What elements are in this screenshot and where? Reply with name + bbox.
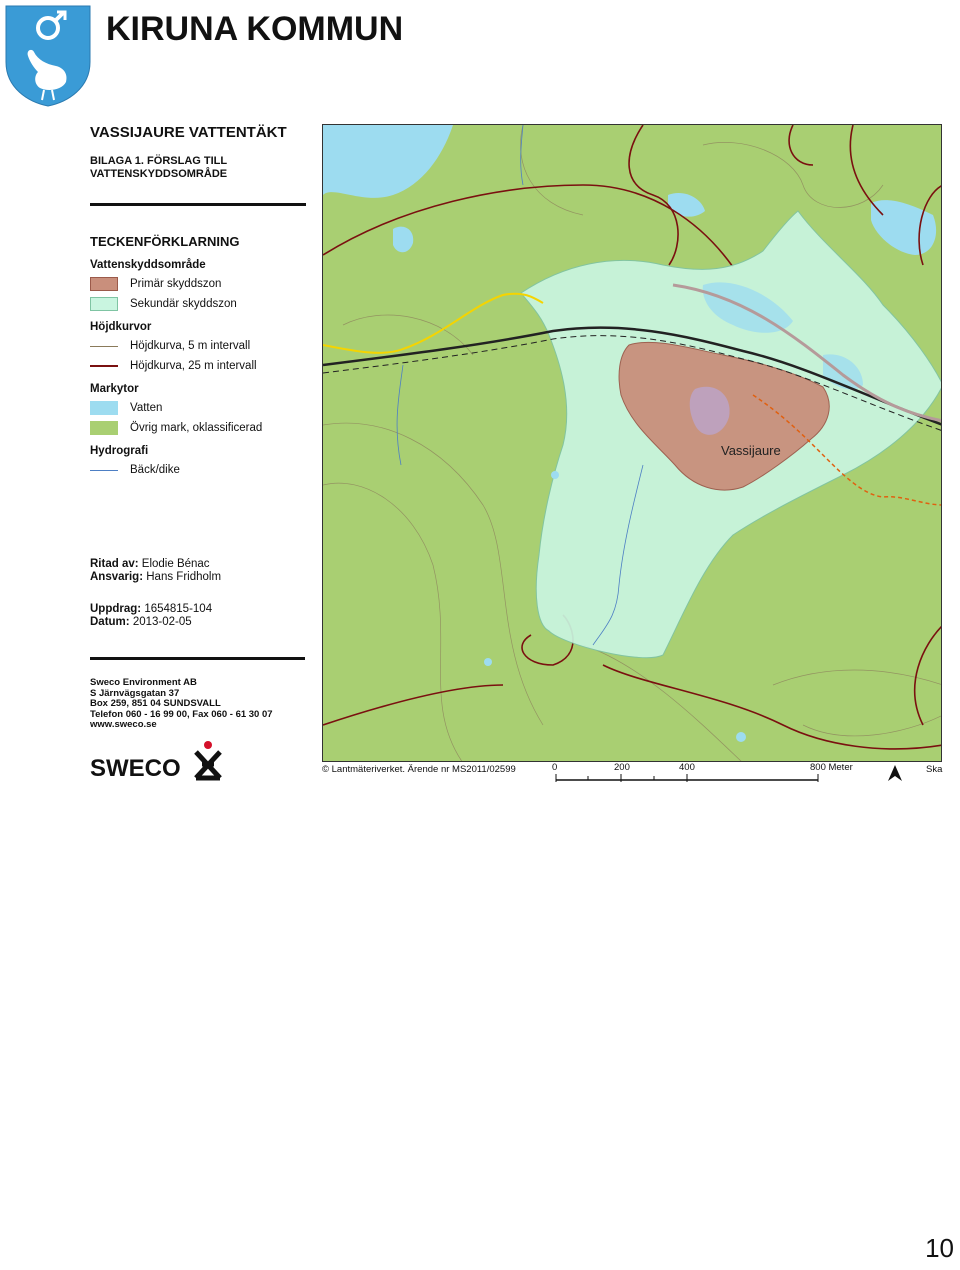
water-swatch xyxy=(90,401,118,415)
company-phone: Telefon 060 - 16 99 00, Fax 060 - 61 30 07 xyxy=(90,708,273,720)
drawn-by-value: Elodie Bénac xyxy=(141,558,210,570)
drawn-by-block xyxy=(90,558,221,584)
company-name: Sweco Environment AB xyxy=(90,677,197,688)
legend-item-other-land xyxy=(90,421,306,435)
legend-item-water xyxy=(90,401,306,415)
sweco-logo-text: SWECO xyxy=(90,755,181,782)
legend-item-contour5 xyxy=(90,339,306,353)
scale-label-800: 800 Meter xyxy=(810,762,853,773)
company-address xyxy=(90,678,273,731)
legend-item-contour25 xyxy=(90,359,306,373)
map-canvas xyxy=(323,125,942,762)
legend-group-land: Markytor xyxy=(90,383,139,395)
date-label: Datum: xyxy=(90,616,130,628)
legend-group-contours: Höjdkurvor xyxy=(90,321,152,333)
north-arrow-icon xyxy=(886,764,904,782)
stream-line-swatch xyxy=(90,470,118,471)
legend-label: Vatten xyxy=(130,402,163,414)
map-frame xyxy=(322,124,942,762)
responsible-label: Ansvarig: xyxy=(90,571,144,583)
map-subtitle xyxy=(90,155,306,181)
sweco-logo xyxy=(90,740,230,782)
map-title: VASSIJAURE VATTENTÄKT xyxy=(90,124,287,141)
assignment-block xyxy=(90,603,212,629)
primary-zone-swatch xyxy=(90,277,118,291)
responsible-value: Hans Fridholm xyxy=(146,571,222,583)
scale-text: Ska xyxy=(926,764,943,775)
scale-label-0: 0 xyxy=(552,762,558,773)
kiruna-crest-logo xyxy=(4,4,92,108)
secondary-zone-swatch xyxy=(90,297,118,311)
date-value: 2013-02-05 xyxy=(132,616,192,628)
legend-heading: TECKENFÖRKLARNING xyxy=(90,234,240,249)
company-box: Box 259, 851 04 SUNDSVALL xyxy=(90,698,221,709)
municipality-title: KIRUNA KOMMUN xyxy=(106,10,404,48)
legend-label: Primär skyddszon xyxy=(130,278,222,290)
company-web: www.sweco.se xyxy=(90,719,157,730)
subtitle-line-2: VATTENSKYDDSOMRÅDE xyxy=(90,168,228,180)
drawn-by-label: Ritad av: xyxy=(90,558,139,570)
legend-label: Bäck/dike xyxy=(130,464,180,476)
legend-label: Höjdkurva, 5 m intervall xyxy=(130,340,251,352)
map-legend xyxy=(90,124,306,477)
company-street: S Järnvägsgatan 37 xyxy=(90,687,180,699)
legend-label: Höjdkurva, 25 m intervall xyxy=(130,360,257,372)
legend-group-zone: Vattenskyddsområde xyxy=(90,259,206,271)
subtitle-line-1: BILAGA 1. FÖRSLAG TILL xyxy=(90,155,228,167)
other-land-swatch xyxy=(90,421,118,435)
legend-group-hydro: Hydrografi xyxy=(90,445,149,457)
page-number: 10 xyxy=(925,1233,954,1263)
assignment-value: 1654815-104 xyxy=(144,603,213,615)
legend-label: Övrig mark, oklassificerad xyxy=(130,422,263,434)
scale-label-400: 400 xyxy=(679,762,695,773)
contour5-line-swatch xyxy=(90,346,118,347)
scale-label-200: 200 xyxy=(614,762,630,773)
legend-item-secondary xyxy=(90,297,306,311)
place-label-vassijaure: Vassijaure xyxy=(721,443,781,458)
scale-bar xyxy=(554,760,854,786)
assignment-label: Uppdrag: xyxy=(90,603,142,615)
legend-divider-bottom xyxy=(90,657,305,660)
legend-label: Sekundär skyddszon xyxy=(130,298,237,310)
map-credit: © Lantmäteriverket. Ärende nr MS2011/02599 xyxy=(322,764,516,775)
contour25-line-swatch xyxy=(90,365,118,367)
legend-divider xyxy=(90,203,306,206)
legend-item-primary xyxy=(90,277,306,291)
legend-item-stream xyxy=(90,463,306,477)
